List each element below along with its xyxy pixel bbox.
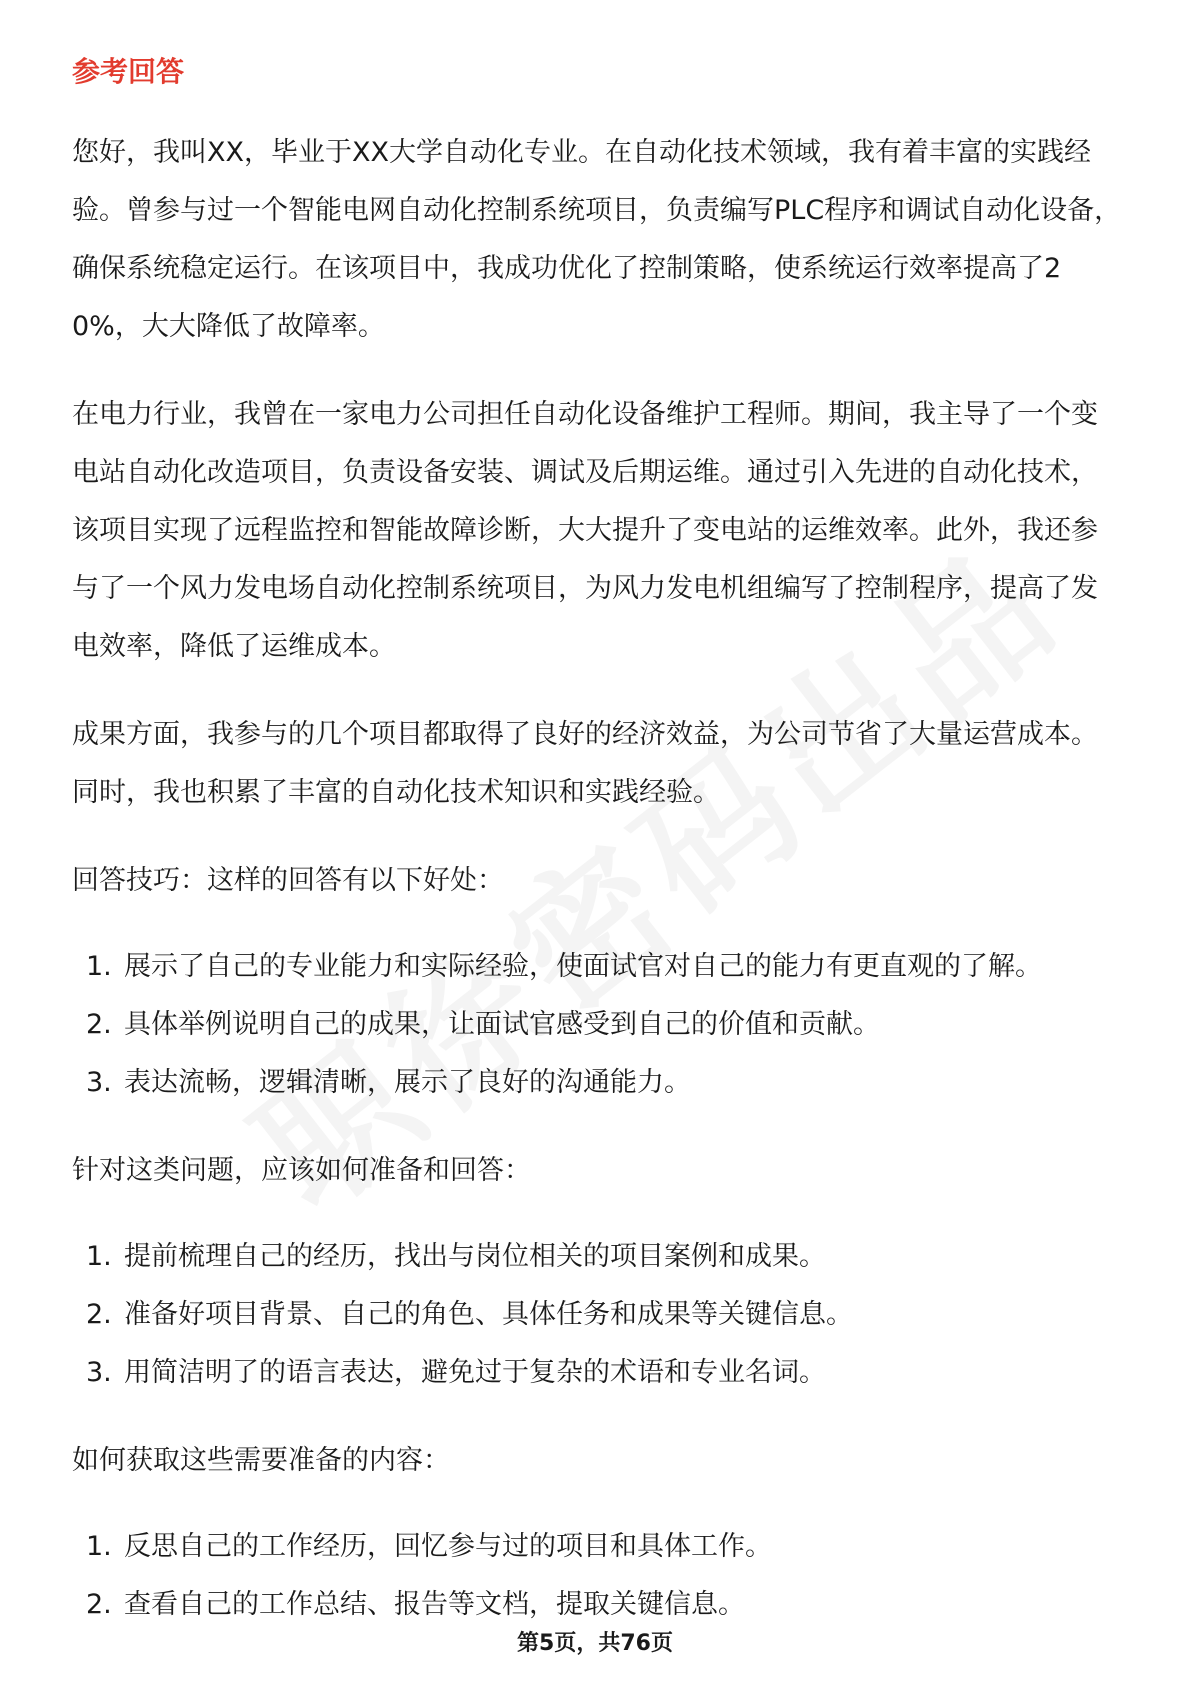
list-item bbox=[72, 1344, 1122, 1402]
answer-paragraph-1: 您好，我叫XX，毕业于XX大学自动化专业。在自动化技术领域，我有着丰富的实践经验。曾参与过一个智能电网自动化控制系统项目，负责编写PLC程序和调试自动化设备，确保系统稳定运行。在该项目中，我成功优化了控制策略，使系统运行效率提高了20%，大大降低了故障率。 bbox=[72, 137, 1122, 342]
list-number: 3. bbox=[86, 1067, 112, 1098]
list-item bbox=[72, 938, 1122, 996]
obtain-heading: 如何获取这些需要准备的内容： bbox=[72, 1445, 450, 1476]
list-text: 具体举例说明自己的成果，让面试官感受到自己的价值和贡献。 bbox=[124, 1009, 880, 1040]
answer-paragraph-3: 成果方面，我参与的几个项目都取得了良好的经济效益，为公司节省了大量运营成本。同时，我也积累了丰富的自动化技术知识和实践经验。 bbox=[72, 719, 1098, 808]
list-number: 2. bbox=[86, 1589, 112, 1620]
list-item bbox=[72, 1286, 1122, 1344]
tips-heading: 回答技巧：这样的回答有以下好处： bbox=[72, 865, 504, 896]
list-text: 表达流畅，逻辑清晰，展示了良好的沟通能力。 bbox=[124, 1067, 691, 1098]
list-number: 3. bbox=[86, 1357, 112, 1388]
prepare-list bbox=[72, 1228, 1122, 1402]
obtain-list bbox=[72, 1518, 1122, 1634]
list-text: 查看自己的工作总结、报告等文档，提取关键信息。 bbox=[124, 1589, 745, 1620]
list-number: 1. bbox=[86, 1531, 112, 1562]
list-text: 准备好项目背景、自己的角色、具体任务和成果等关键信息。 bbox=[124, 1299, 853, 1330]
list-item bbox=[72, 1518, 1122, 1576]
list-number: 1. bbox=[86, 951, 112, 982]
list-item bbox=[72, 996, 1122, 1054]
list-number: 1. bbox=[86, 1241, 112, 1272]
list-item bbox=[72, 1054, 1122, 1112]
list-text: 反思自己的工作经历，回忆参与过的项目和具体工作。 bbox=[124, 1531, 772, 1562]
document-page bbox=[72, 40, 1122, 1664]
answer-paragraph-2: 在电力行业，我曾在一家电力公司担任自动化设备维护工程师。期间，我主导了一个变电站自动化改造项目，负责设备安装、调试及后期运维。通过引入先进的自动化技术，该项目实现了远程监控和智能故障诊断，大大提升了变电站的运维效率。此外，我还参与了一个风力发电场自动化控制系统项目，为风力发电机组编写了控制程序，提高了发电效率，降低了运维成本。 bbox=[72, 399, 1098, 662]
list-text: 展示了自己的专业能力和实际经验，使面试官对自己的能力有更直观的了解。 bbox=[124, 951, 1042, 982]
list-text: 用简洁明了的语言表达，避免过于复杂的术语和专业名词。 bbox=[124, 1357, 826, 1388]
list-number: 2. bbox=[86, 1299, 112, 1330]
page-number: 第5页，共76页 bbox=[517, 1631, 673, 1656]
tips-list bbox=[72, 938, 1122, 1112]
list-item bbox=[72, 1228, 1122, 1286]
prepare-heading: 针对这类问题，应该如何准备和回答： bbox=[72, 1155, 531, 1186]
list-number: 2. bbox=[86, 1009, 112, 1040]
section-title: 参考回答 bbox=[72, 55, 185, 88]
list-text: 提前梳理自己的经历，找出与岗位相关的项目案例和成果。 bbox=[124, 1241, 826, 1272]
